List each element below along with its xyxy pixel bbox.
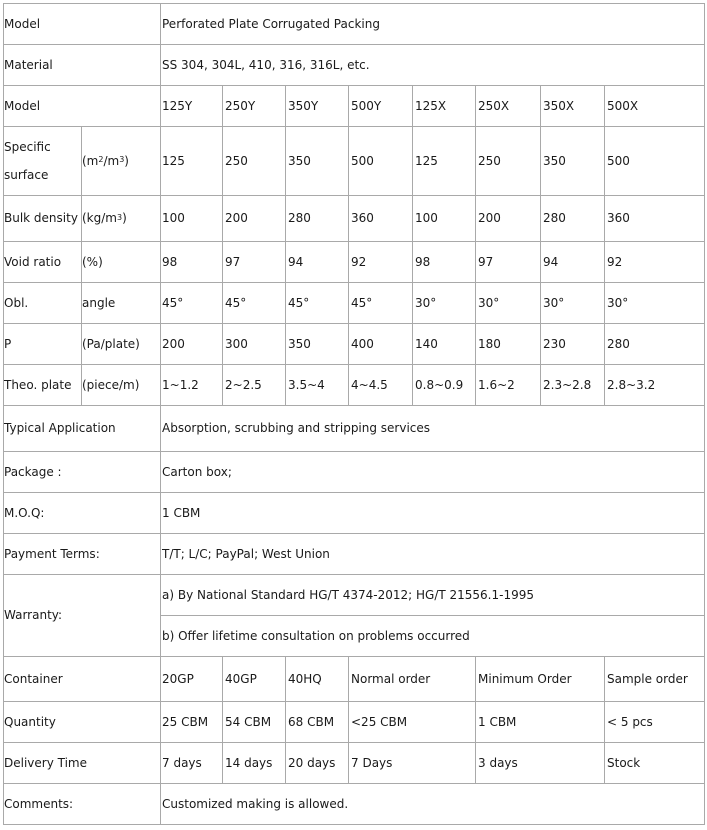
model-header: 500X [607,98,639,113]
spec-value: 230 [543,336,566,351]
application-label: Typical Application [4,421,116,435]
spec-unit: angle [82,295,116,310]
spec-value: 280 [543,211,566,225]
spec-value: 200 [225,211,248,225]
moq-value: 1 CBM [162,505,201,520]
spec-value: 45° [225,295,247,310]
spec-value: 45° [288,295,310,310]
container-type: 40HQ [288,671,322,686]
spec-label: Theo. plate [4,377,72,392]
spec-value: 2.8~3.2 [607,377,656,392]
delivery-value: 3 days [478,755,518,770]
spec-value: 30° [415,295,437,310]
spec-value: 45° [351,295,373,310]
spec-unit: (Pa/plate) [82,336,140,351]
application-value: Absorption, scrubbing and stripping services [162,421,431,435]
spec-value: 250 [225,153,248,168]
spec-value: 280 [607,336,630,351]
spec-value: 100 [162,211,185,225]
package-label: Package : [4,464,62,479]
spec-value: 350 [543,153,566,168]
spec-value: 92 [351,254,367,269]
spec-value: 45° [162,295,184,310]
model-header: 125Y [162,98,193,113]
spec-value: 2.3~2.8 [543,377,592,392]
quantity-value: < 5 pcs [607,714,653,729]
container-type: 40GP [225,671,257,686]
spec-value: 30° [543,295,565,310]
warranty-line-b: b) Offer lifetime consultation on problems occurred [162,628,470,643]
spec-label [0,127,82,195]
spec-value: 350 [288,336,311,351]
spec-label: Void ratio [4,254,62,269]
container-type: Sample order [607,671,688,686]
spec-value: 300 [225,336,248,351]
spec-value: 360 [351,211,374,225]
spec-value: 200 [162,336,185,351]
spec-value: 500 [351,153,374,168]
grid-line [3,824,704,825]
delivery-label: Delivery Time [4,755,87,770]
spec-value: 500 [607,153,630,168]
spec-value: 280 [288,211,311,225]
spec-value: 180 [478,336,501,351]
spec-value: 94 [288,254,304,269]
spec-value: 100 [415,211,438,225]
spec-value: 140 [415,336,438,351]
spec-label: P [4,336,12,351]
grid-line [704,3,705,825]
material-value: SS 304, 304L, 410, 316, 316L, etc. [162,57,370,72]
spec-value: 97 [225,254,241,269]
spec-value: 30° [478,295,500,310]
spec-unit: (%) [82,254,103,269]
spec-value: 30° [607,295,629,310]
model-header: 125X [415,98,447,113]
spec-value: 200 [478,211,501,225]
spec-label-text: Specific surface [4,140,51,182]
model-header: 250Y [225,98,256,113]
spec-unit: (piece/m) [82,377,140,392]
delivery-value: 7 Days [351,755,393,770]
moq-label: M.O.Q: [4,505,45,520]
container-label: Container [4,671,63,686]
spec-value: 98 [415,254,431,269]
model-header: 350Y [288,98,319,113]
comments-label: Comments: [4,796,74,811]
material-label: Material [4,57,53,72]
quantity-value: 1 CBM [478,714,517,729]
spec-value: 125 [415,153,438,168]
delivery-value: 7 days [162,755,202,770]
quantity-value: 25 CBM [162,714,209,729]
spec-value: 1.6~2 [478,377,515,392]
model-label: Model [4,16,41,31]
spec-value: 350 [288,153,311,168]
quantity-value: 68 CBM [288,714,335,729]
container-type: Normal order [351,671,431,686]
delivery-value: Stock [607,755,641,770]
spec-value: 92 [607,254,623,269]
container-type: 20GP [162,671,194,686]
spec-label: Obl. [4,295,29,310]
package-value: Carton box; [162,464,232,479]
payment-value: T/T; L/C; PayPal; West Union [162,546,330,561]
delivery-value: 14 days [225,755,273,770]
warranty-label: Warranty: [4,608,63,622]
spec-value: 94 [543,254,559,269]
quantity-label: Quantity [4,714,56,729]
product-name: Perforated Plate Corrugated Packing [162,16,380,31]
spec-value: 400 [351,336,374,351]
spec-unit: (m $^2$ /m $^3$ ) [82,153,129,168]
spec-value: 125 [162,153,185,168]
spec-value: 98 [162,254,178,269]
spec-value: 2~2.5 [225,377,262,392]
spec-value: 1~1.2 [162,377,199,392]
spec-value: 4~4.5 [351,377,388,392]
spec-value: 360 [607,211,630,225]
models-label: Model [4,98,41,113]
warranty-line-a: a) By National Standard HG/T 4374-2012; HG/T 21556.1-1995 [162,587,534,602]
model-header: 500Y [351,98,382,113]
delivery-value: 20 days [288,755,336,770]
container-type: Minimum Order [478,671,572,686]
spec-value: 250 [478,153,501,168]
spec-value: 3.5~4 [288,377,325,392]
spec-label: Bulk density [4,211,78,225]
spec-unit: (kg/m $^3$ ) [82,211,127,225]
quantity-value: <25 CBM [351,714,408,729]
spec-value: 0.8~0.9 [415,377,464,392]
quantity-value: 54 CBM [225,714,272,729]
model-header: 250X [478,98,510,113]
payment-label: Payment Terms: [4,546,100,561]
spec-value: 97 [478,254,494,269]
comments-value: Customized making is allowed. [162,796,349,811]
model-header: 350X [543,98,575,113]
